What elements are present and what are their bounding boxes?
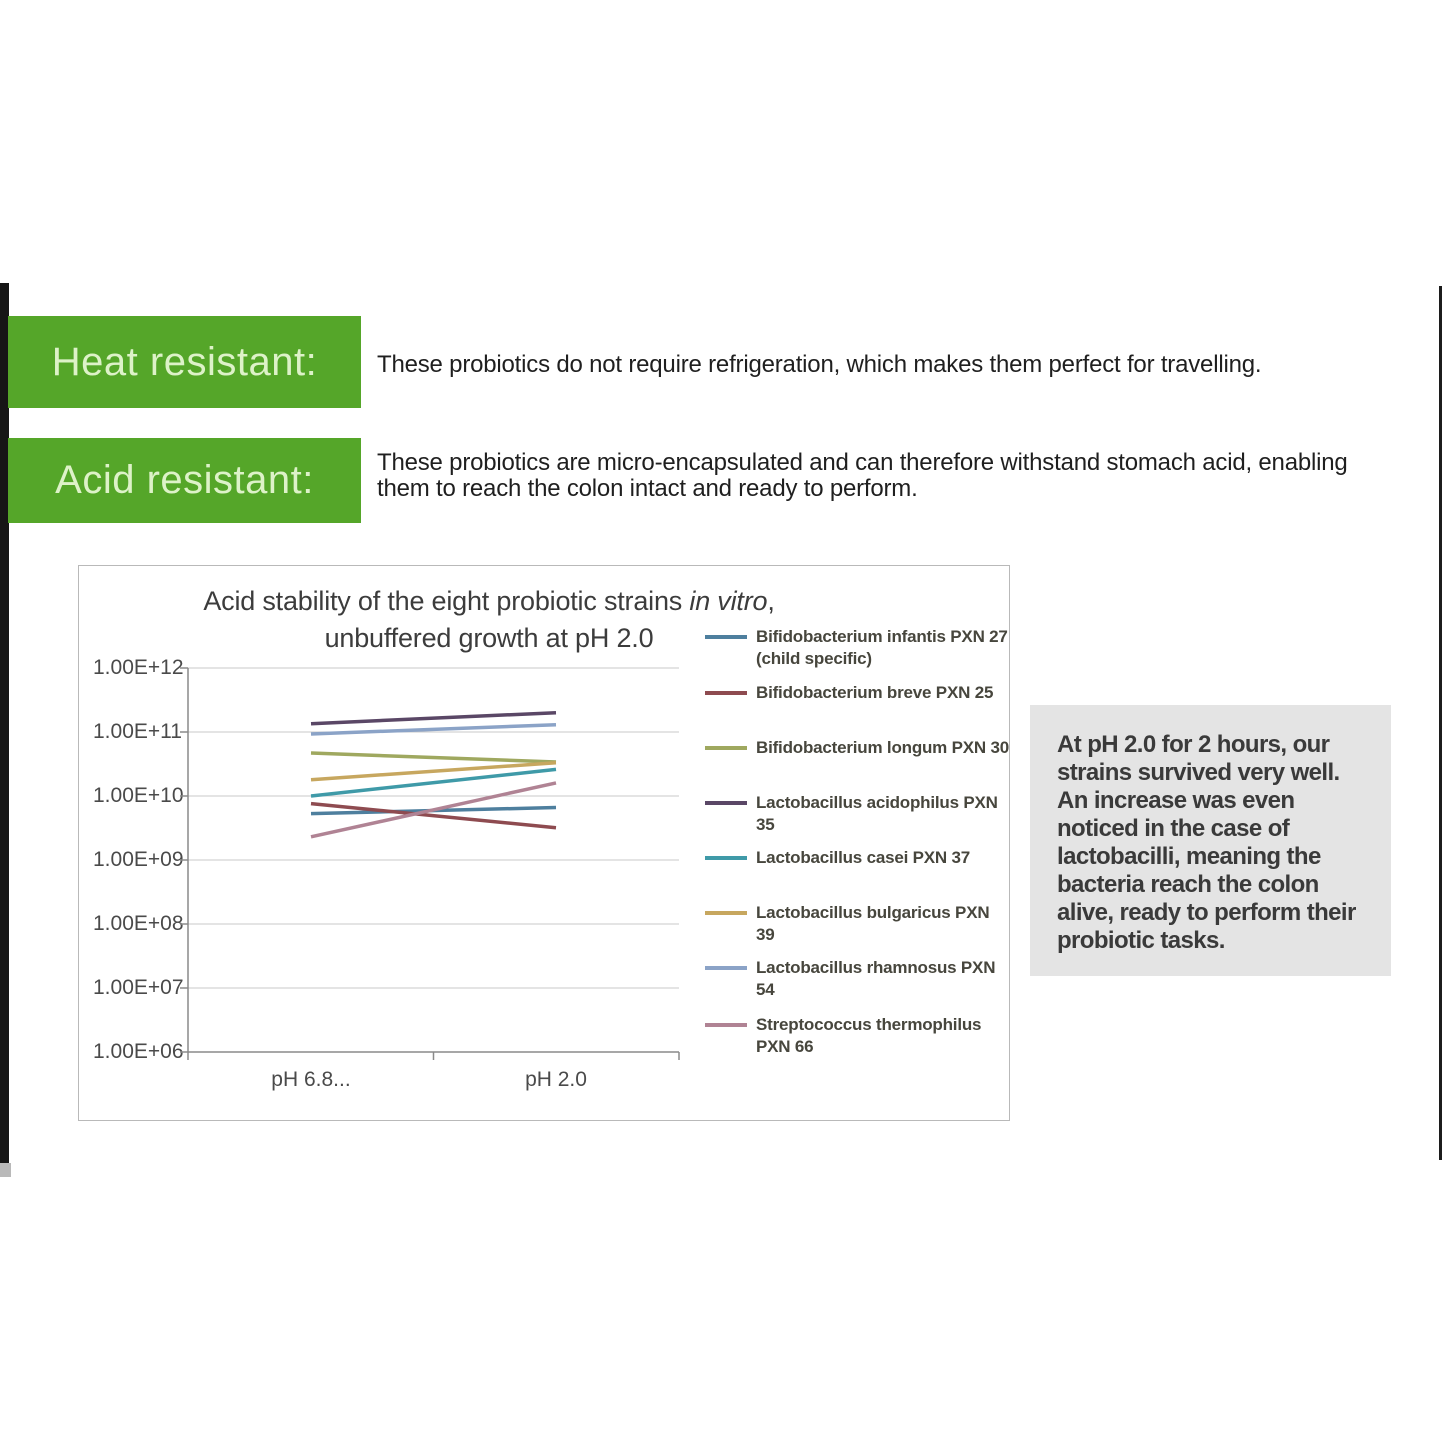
legend-swatch-icon	[705, 801, 747, 805]
legend-item-5	[705, 902, 1010, 946]
series-line-5	[311, 763, 556, 780]
legend-label: Lactobacillus rhamnosus PXN 54	[756, 958, 996, 999]
y-axis-tick-label: 1.00E+12	[93, 656, 184, 679]
chart-title-italic: in vitro	[689, 586, 768, 616]
heat-resistant-label: Heat resistant:	[51, 339, 318, 384]
series-line-3	[311, 713, 556, 724]
legend-swatch-icon	[705, 911, 747, 915]
acid-resistant-banner	[8, 438, 361, 523]
x-axis-label-ph20: pH 2.0	[525, 1068, 587, 1091]
heat-resistant-description: These probiotics do not require refrigeration, which makes them perfect for travelling.	[377, 351, 1262, 378]
chart-title-part3: , unbuffered growth at pH 2.0	[324, 586, 775, 653]
acid-resistant-label: Acid resistant:	[55, 458, 314, 502]
note-text: At pH 2.0 for 2 hours, our strains survived very well. An increase was even noticed in the case of lactobacilli, meaning the bacteria reach the colon alive, ready to perform their probiotic tasks.	[1057, 731, 1356, 954]
legend-swatch-icon	[705, 746, 747, 750]
legend-swatch-icon	[705, 1023, 747, 1027]
note-box	[1030, 705, 1391, 976]
legend-item-0	[705, 626, 1010, 670]
photo-edge-artifact	[0, 1163, 11, 1177]
acid-resistant-description: These probiotics are micro-encapsulated and can therefore withstand stomach acid, enabling them to reach the colon intact and ready to perform.	[377, 449, 1348, 502]
series-line-6	[311, 725, 556, 734]
legend-label: Bifidobacterium infantis PXN 27 (child specific)	[756, 627, 1008, 668]
y-axis-tick-label: 1.00E+08	[93, 912, 184, 935]
series-line-2	[311, 753, 556, 762]
y-axis-tick-label: 1.00E+07	[93, 976, 184, 999]
legend-label: Lactobacillus casei PXN 37	[756, 848, 971, 867]
heat-resistant-banner	[8, 316, 361, 408]
legend-swatch-icon	[705, 635, 747, 639]
acid-stability-chart	[78, 565, 1010, 1121]
legend-label: Lactobacillus acidophilus PXN 35	[756, 793, 998, 834]
y-axis-tick-label: 1.00E+10	[93, 784, 184, 807]
photo-right-edge	[1439, 286, 1442, 1160]
y-axis-tick-label: 1.00E+11	[93, 720, 182, 743]
y-axis-tick-label: 1.00E+09	[93, 848, 184, 871]
y-axis-tick-label: 1.00E+06	[93, 1040, 184, 1063]
legend-item-2	[705, 737, 1010, 759]
legend-item-3	[705, 792, 1010, 836]
x-axis-label-ph68: pH 6.8...	[271, 1068, 351, 1091]
legend-swatch-icon	[705, 691, 747, 695]
legend-item-4	[705, 847, 1010, 869]
legend-label: Bifidobacterium breve PXN 25	[756, 683, 994, 702]
legend-item-6	[705, 957, 1010, 1001]
legend-swatch-icon	[705, 856, 747, 860]
photo-left-edge	[0, 283, 9, 1163]
legend-swatch-icon	[705, 966, 747, 970]
legend-item-7	[705, 1014, 1010, 1058]
legend-label: Bifidobacterium longum PXN 30	[756, 738, 1010, 757]
chart-title-part1: Acid stability of the eight probiotic strains	[203, 586, 690, 616]
legend-label: Lactobacillus bulgaricus PXN 39	[756, 903, 990, 944]
legend-item-1	[705, 682, 1010, 704]
legend-label: Streptococcus thermophilus PXN 66	[756, 1015, 982, 1056]
